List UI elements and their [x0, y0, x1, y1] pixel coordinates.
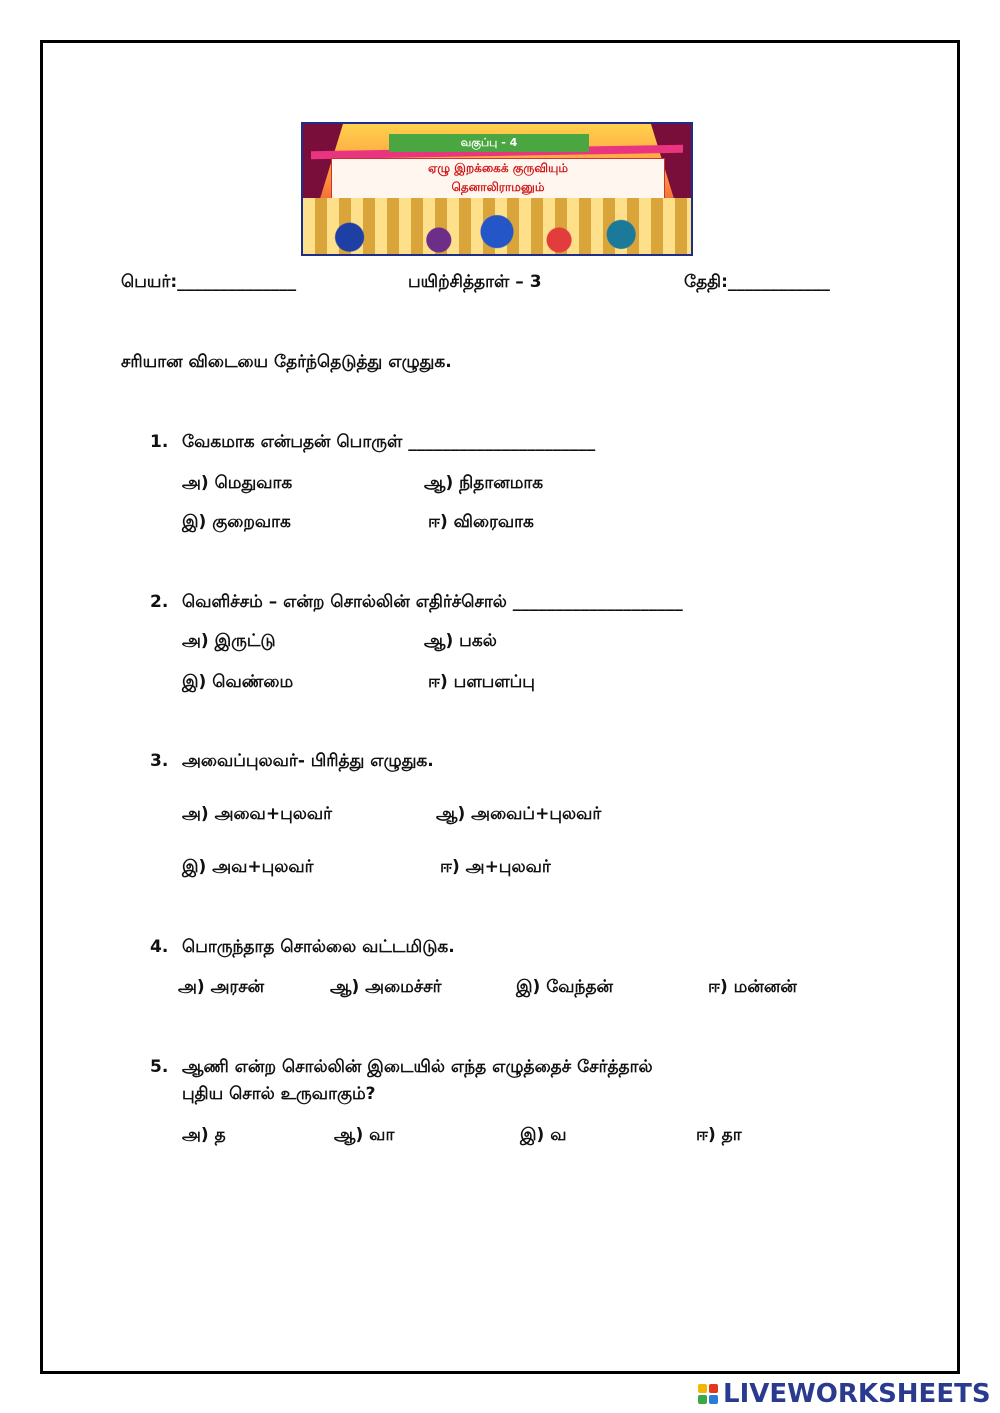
name-field-label: பெயர்:______________ [121, 272, 297, 292]
question-5-option-a[interactable]: அ) த [182, 1125, 226, 1145]
question-2-number: 2. [150, 592, 169, 612]
question-4-option-b[interactable]: ஆ) அமைச்சர் [330, 977, 442, 997]
question-1-option-c[interactable]: இ) குறைவாக [182, 512, 291, 532]
question-1-number: 1. [150, 432, 169, 452]
banner-grade: வகுப்பு - 4 [389, 134, 589, 152]
question-1-option-b[interactable]: ஆ) நிதானமாக [424, 473, 544, 493]
worksheet-number: பயிற்சித்தாள் – 3 [408, 272, 542, 292]
question-2-option-c[interactable]: இ) வெண்மை [182, 672, 294, 692]
question-5-option-b[interactable]: ஆ) வா [334, 1125, 395, 1145]
question-1-option-d[interactable]: ஈ) விரைவாக [428, 512, 534, 532]
question-3-text: அவைப்புலவர்- பிரித்து எழுதுக. [182, 751, 434, 771]
question-5-option-d[interactable]: ஈ) தா [696, 1125, 742, 1145]
liveworksheets-logo-icon [698, 1384, 718, 1404]
question-3-option-c[interactable]: இ) அவ+புலவர் [182, 857, 314, 877]
question-3-option-d[interactable]: ஈ) அ+புலவர் [440, 857, 551, 877]
question-5-text-line2: புதிய சொல் உருவாகும்? [182, 1084, 376, 1104]
question-5-option-c[interactable]: இ) வ [520, 1125, 567, 1145]
date-field-label: தேதி:____________ [684, 272, 830, 292]
question-2-option-d[interactable]: ஈ) பளபளப்பு [428, 672, 535, 692]
question-5-number: 5. [150, 1057, 169, 1077]
question-2-option-a[interactable]: அ) இருட்டு [182, 631, 276, 651]
liveworksheets-logo [698, 1378, 991, 1410]
question-1-text: வேகமாக என்பதன் பொருள் ______________________ [182, 432, 596, 452]
question-4-option-d[interactable]: ஈ) மன்னன் [708, 977, 797, 997]
question-2-option-b[interactable]: ஆ) பகல் [424, 631, 497, 651]
question-1-option-a[interactable]: அ) மெதுவாக [182, 473, 293, 493]
question-3-option-b[interactable]: ஆ) அவைப்+புலவர் [436, 804, 602, 824]
title-banner-image [301, 122, 693, 256]
instruction-text: சரியான விடையை தேர்ந்தெடுத்து எழுதுக. [121, 352, 452, 372]
logo-block-yellow [698, 1384, 707, 1393]
question-4-text: பொருந்தாத சொல்லை வட்டமிடுக. [182, 937, 455, 957]
question-5-text-line1: ஆணி என்ற சொல்லின் இடையில் எந்த எழுத்தைச் சேர்த்தால் [182, 1057, 653, 1077]
banner-title [331, 158, 665, 200]
logo-block-red [709, 1384, 718, 1393]
question-4-option-a[interactable]: அ) அரசன் [178, 977, 265, 997]
logo-block-blue [709, 1395, 718, 1404]
question-2-text: வெளிச்சம் – என்ற சொல்லின் எதிர்ச்சொல் ____________________ [182, 592, 683, 612]
question-3-option-a[interactable]: அ) அவை+புலவர் [182, 804, 332, 824]
question-4-option-c[interactable]: இ) வேந்தன் [516, 977, 614, 997]
banner-title-line2: தெனாலிராமனும் [451, 180, 545, 194]
logo-block-green [698, 1395, 707, 1404]
question-3-number: 3. [150, 751, 169, 771]
liveworksheets-wordmark: LIVEWORKSHEETS [723, 1379, 991, 1409]
banner-title-line1: ஏழு இறக்கைக் குருவியும் [427, 161, 569, 175]
banner-illustration [303, 198, 691, 254]
question-4-number: 4. [150, 937, 169, 957]
